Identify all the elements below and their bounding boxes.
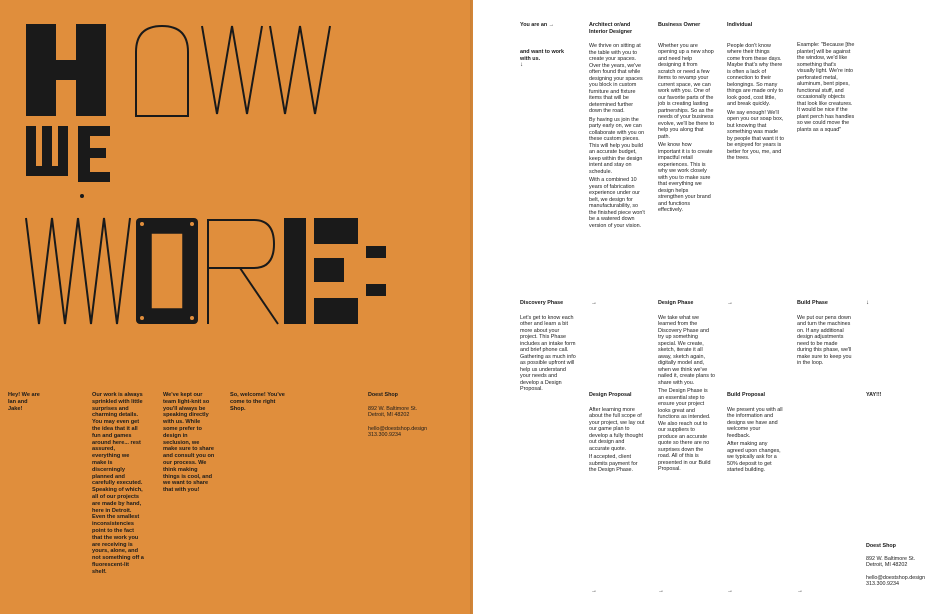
intro-greeting: Hey! We are Ian and Jake!	[8, 392, 40, 412]
title-letter-w-row2	[26, 126, 68, 176]
individual-column	[727, 22, 784, 164]
down-arrow-icon: ↓	[866, 300, 869, 306]
business-column	[658, 22, 715, 216]
contact-phone: 313.300.9234	[368, 432, 401, 438]
build-proposal-column	[727, 392, 784, 476]
title-letter-r	[208, 220, 278, 324]
contact-address-line1: 892 W. Baltimore St.	[866, 555, 916, 562]
design-proposal-paragraph: After learning more about the full scope of your project, we lay out our game plan to develop a fully thought out design and accurate quote.	[589, 406, 645, 452]
want-to-work-label: and want to work with us.	[520, 49, 565, 62]
contact-address-line1: 892 W. Baltimore St.	[368, 405, 418, 412]
title-letter-o-row3	[136, 218, 198, 324]
architect-paragraph: We thrive on sitting at the table with you to create your spaces. Over the years, we've often found that while designing your spaces you block in custom furniture and fixture items that will be determined further down the road.	[589, 43, 643, 114]
title-letter-w	[202, 26, 262, 114]
yay-text: YAY!!!	[866, 392, 882, 398]
contact-email[interactable]: hello@doestshop.design	[866, 574, 926, 581]
you-are-label: You are an →	[520, 22, 555, 28]
title-letter-w-2	[270, 26, 330, 114]
right-contact-block	[866, 543, 946, 588]
right-arrow-icon: →	[591, 588, 597, 594]
example-quote	[797, 42, 855, 133]
right-page	[473, 0, 950, 614]
contact-phone: 313.300.9234	[866, 581, 899, 587]
right-arrow-icon: →	[797, 588, 803, 594]
contact-address-line2: Detroit, MI 48202	[368, 412, 410, 418]
title-letter-e	[78, 126, 110, 198]
design-proposal-heading: Design Proposal	[589, 392, 632, 398]
title-letter-o	[136, 26, 188, 116]
individual-paragraph: People don't know where their things come from these days. Maybe that's why there is often a lack of connection to their belongings. So many things are made only to look good, cost little, and break quickly.	[727, 42, 784, 107]
design-phase-heading: Design Phase	[658, 300, 694, 306]
example-quote-text: Example: "Because [the planter] will be against the window, we'd like something that's visually light. We're into perforated metal, aluminum, bent pipes, functional stuff, and occasionally objects that look like creatures. It would be nice if the plant perch has handles so we could move the plants as a squad"	[797, 42, 855, 133]
design-proposal-paragraph: If accepted, client submits payment for the Design Phase.	[589, 454, 638, 473]
design-phase-column	[658, 300, 715, 475]
discovery-phase-column	[520, 300, 576, 393]
left-contact-block	[368, 392, 448, 439]
title-letter-k	[284, 218, 386, 324]
about-team-text: We've kept our team light-knit so you'll always be speaking directly with us. While some prefer to design in seclusion, we make sure to share and consult you on our process. We think making things is cool, and we want to share that with you!	[163, 392, 215, 494]
business-heading: Business Owner	[658, 22, 701, 28]
contact-email[interactable]: hello@doestshop.design	[368, 425, 428, 432]
build-phase-column	[797, 300, 853, 367]
build-phase-heading: Build Phase	[797, 300, 828, 306]
design-phase-paragraph: The Design Phase is an essential step to ensure your project looks great and functions as intended. We also reach out to our suppliers to produce an accurate quote so there are no surprises down the road. All of this is presented in our Build Proposal.	[658, 388, 711, 472]
down-arrow-icon: ↓	[520, 62, 523, 68]
architect-column	[589, 22, 645, 231]
individual-heading: Individual	[727, 22, 753, 28]
design-phase-paragraph: We take what we learned from the Discovery Phase and try up something special. We create, sketch, iterate it all away, sketch again, digitally model and, when we think we've nailed it, create plans to share with you.	[658, 314, 715, 386]
contact-name: Doest Shop	[866, 543, 896, 549]
architect-paragraph: With a combined 10 years of fabrication experience under our belt, we design for manufacturability, so the finished piece won't be a watered down version of your vision.	[589, 177, 645, 229]
discovery-phase-heading: Discovery Phase	[520, 300, 564, 306]
build-proposal-paragraph: We present you with all the information and designs we have and welcome your feedback.	[727, 406, 783, 439]
contact-name: Doest Shop	[368, 392, 398, 398]
discovery-phase-text: Let's get to know each other and learn a bit more about your project. This Phase includes an intake form and brief phone call. Gathering as much info as possible upfront will help us understand your needs and develop a Design Proposal.	[520, 314, 576, 392]
design-proposal-column	[589, 392, 645, 476]
build-proposal-heading: Build Proposal	[727, 392, 766, 398]
about-work-text: Our work is always sprinkled with little surprises and charming details. You may even get the idea that it all fun and games around here... rest assured, everything we make is discerningly planned and carefully executed. Speaking of which, all of our projects are made by hand, here in Detroit. Even the smallest inconsistencies point to the fact that the work you are receiving is yours, alone, and not something off a fluorescent-lit shelf.	[92, 392, 144, 575]
business-paragraph: Whether you are opening up a new shop and need help designing it from scratch or need a few items to revamp your current space, we can work with you. One of our favorite parts of the job is creating lasting partnerships. So as the needs of your business evolve, we'll be there to help you along that path.	[658, 42, 715, 140]
welcome-text: So, welcome! You've come to the right Shop.	[230, 392, 285, 412]
architect-paragraph: By having us join the party early on, we can collaborate with you on these custom pieces. This will help you build an accurate budget, keep within the design intent and stay on schedule.	[589, 116, 645, 175]
build-phase-text: We put our pens down and turn the machines on. If any additional design adjustments need to be made during this phase, we'll make sure to keep you in the loop.	[797, 314, 852, 366]
right-arrow-icon: →	[591, 300, 597, 306]
right-arrow-icon: →	[727, 300, 733, 306]
title-letter-h	[26, 24, 106, 116]
how-we-work-title-graphic	[18, 18, 418, 338]
right-arrow-icon: →	[658, 588, 664, 594]
title-letter-w-row3	[26, 218, 130, 324]
right-arrow-icon: →	[727, 588, 733, 594]
business-paragraph: We know how important it is to create impactful retail experiences. This is why we work closely with you to make sure that everything we design helps strengthen your brand and functions effectively.	[658, 142, 713, 213]
build-proposal-paragraph: After making any agreed upon changes, we typically ask for a 50% deposit to get started building.	[727, 441, 781, 473]
contact-address-line2: Detroit, MI 48202	[866, 562, 908, 568]
architect-heading: Architect or/and Interior Designer	[589, 22, 633, 35]
individual-paragraph: We say enough! We'll open you our soap box, but knowing that something was made by people that want it to be enjoyed for years is better for you, me, and the trees.	[727, 109, 784, 161]
left-page	[0, 0, 473, 614]
